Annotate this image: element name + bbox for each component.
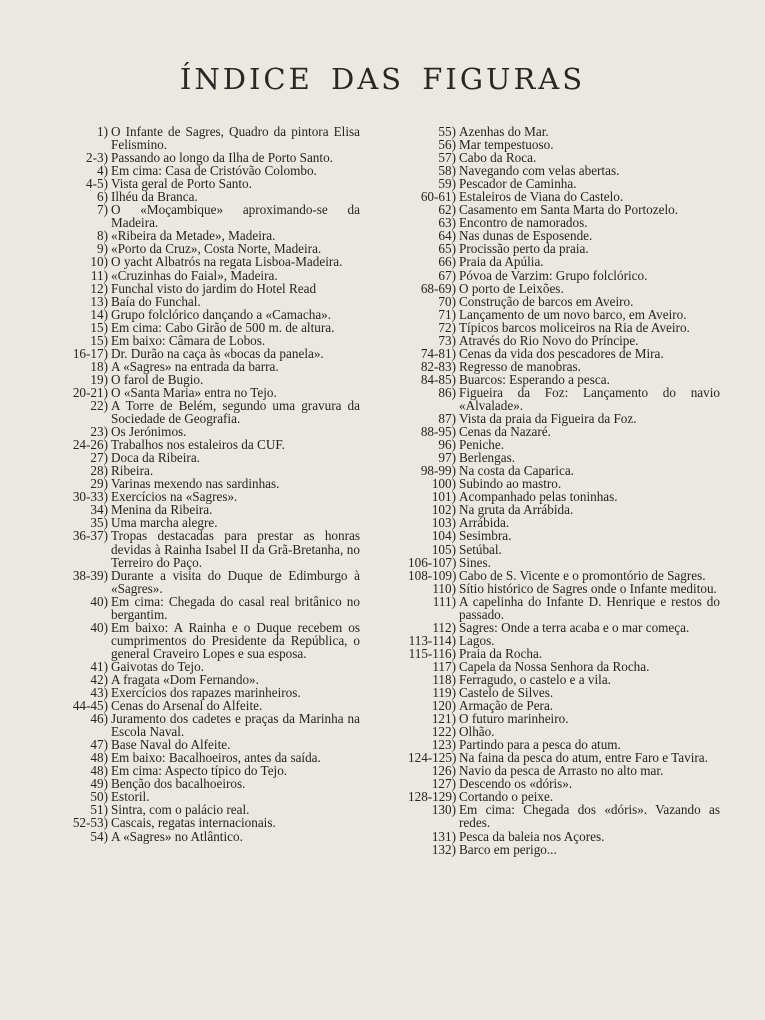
figure-caption: Em cima: Chegada do casal real britânico no bergantim.	[111, 593, 360, 622]
figure-caption: Base Naval do Alfeite.	[111, 737, 231, 753]
figure-number: 28)	[90, 463, 108, 479]
figure-entry	[52, 373, 360, 386]
figure-caption: A «Sagres» no Atlântico.	[111, 828, 243, 844]
figure-caption: O Infante de Sagres, Quadro da pintora Elisa Felismino.	[111, 124, 360, 153]
figure-number: 130)	[431, 802, 456, 818]
figure-number: 97)	[438, 450, 456, 466]
figure-number: 62)	[438, 202, 456, 218]
figure-caption: «Ribeira da Metade», Madeira.	[111, 228, 276, 244]
figure-number: 60-61)	[420, 189, 456, 205]
figure-caption: Navio da pesca de Arrasto no alto mar.	[459, 763, 664, 779]
figure-caption: Sintra, com o palácio real.	[111, 802, 250, 818]
figure-number: 51)	[90, 802, 108, 818]
figure-caption: Olhão.	[459, 724, 495, 740]
figure-number: 1)	[97, 124, 108, 139]
figure-caption: «Cruzinhas do Faial», Madeira.	[111, 267, 278, 283]
figure-caption: A Torre de Belém, segundo uma gravura da Sociedade de Geografia.	[111, 397, 360, 427]
figure-number: 7)	[97, 202, 108, 218]
figure-caption: Peniche.	[459, 437, 505, 453]
figure-entry	[408, 255, 720, 268]
figure-caption: Construção de barcos em Aveiro.	[459, 293, 634, 309]
figure-entry	[52, 203, 360, 229]
figure-caption: Sagres: Onde a terra acaba e o mar começa.	[459, 619, 690, 635]
figure-caption: Na costa da Caparica.	[459, 463, 574, 479]
figure-caption: Em cima: Cabo Girão de 500 m. de altura.	[111, 319, 335, 335]
figure-number: 15)	[90, 332, 108, 348]
figure-entry	[52, 595, 360, 621]
figure-caption: Em baixo: Câmara de Lobos.	[111, 332, 266, 348]
figure-caption: Lagos.	[459, 632, 495, 648]
figure-caption: Sines.	[459, 554, 491, 570]
figure-number: 122)	[431, 724, 456, 740]
figure-number: 10)	[90, 254, 108, 270]
figure-entry	[408, 321, 720, 334]
figure-caption: Trabalhos nos estaleiros da CUF.	[111, 437, 285, 453]
figure-number: 58)	[438, 163, 456, 179]
figure-number: 86)	[438, 384, 456, 400]
figure-caption: Praia da Rocha.	[459, 645, 543, 661]
figure-number: 46)	[90, 711, 108, 727]
figure-caption: Casamento em Santa Marta do Portozelo.	[459, 202, 679, 218]
figure-number: 124-125)	[408, 750, 457, 766]
figure-number: 126)	[431, 763, 456, 779]
figure-entry	[408, 803, 720, 829]
figure-number: 82-83)	[420, 358, 456, 374]
figure-number: 104)	[431, 528, 456, 544]
figure-caption: Praia da Apúlia.	[459, 254, 544, 270]
figure-number: 57)	[438, 150, 456, 166]
figure-number: 18)	[90, 358, 108, 374]
figure-caption: Encontro de namorados.	[459, 215, 588, 231]
figure-number: 14)	[90, 306, 108, 322]
figure-number: 44-45)	[72, 698, 108, 714]
figure-entry	[408, 282, 720, 295]
figure-caption: Exercícios dos rapazes marinheiros.	[111, 685, 301, 701]
figure-caption: Durante a visita do Duque de Edimburgo à «Sagres».	[111, 567, 360, 596]
figure-number: 119)	[432, 685, 456, 701]
figure-number: 123)	[431, 737, 456, 753]
figure-number: 128-129)	[408, 789, 457, 805]
figure-number: 29)	[90, 476, 108, 492]
figure-number: 73)	[438, 332, 456, 348]
figure-number: 102)	[431, 502, 456, 518]
figure-caption: Regresso de manobras.	[459, 358, 581, 374]
figure-number: 48)	[90, 763, 108, 779]
figure-number: 120)	[431, 698, 456, 714]
figure-number: 9)	[97, 241, 108, 257]
figure-number: 100)	[431, 476, 456, 492]
figure-entry	[52, 282, 360, 295]
figure-caption: Pesca da baleia nos Açores.	[459, 828, 605, 844]
figure-number: 71)	[438, 306, 456, 322]
figure-entry	[52, 621, 360, 660]
figure-entry	[408, 830, 720, 843]
figure-caption: Uma marcha alegre.	[111, 515, 218, 531]
figure-caption: Baía do Funchal.	[111, 293, 201, 309]
figure-caption: Funchal visto do jardim do Hotel Read	[111, 280, 317, 296]
figure-caption: Cenas da vida dos pescadores de Mira.	[459, 345, 664, 361]
figure-number: 35)	[90, 515, 108, 531]
figure-caption: O futuro marinheiro.	[459, 711, 569, 727]
figure-caption: Capela da Nossa Senhora da Rocha.	[459, 658, 650, 674]
figure-entry	[52, 347, 360, 360]
figure-number: 55)	[438, 124, 456, 139]
figure-number: 2-3)	[86, 150, 108, 166]
figure-number: 113-114)	[408, 632, 456, 648]
figure-number: 50)	[90, 789, 108, 805]
figure-number: 36-37)	[72, 528, 108, 544]
figure-number: 110)	[432, 580, 456, 596]
figure-entry	[408, 386, 720, 412]
figure-number: 49)	[90, 776, 108, 792]
figure-number: 42)	[90, 671, 108, 687]
figure-caption: Procissão perto da praia.	[459, 241, 589, 257]
figure-entry	[408, 843, 720, 856]
figure-number: 4)	[97, 163, 108, 179]
figure-number: 56)	[438, 137, 456, 153]
page-title: ÍNDICE DAS FIGURAS	[179, 62, 586, 96]
figure-caption: Os Jerónimos.	[111, 424, 187, 440]
figure-number: 12)	[90, 280, 108, 296]
figure-entry	[408, 647, 720, 660]
figure-entry	[52, 399, 360, 425]
figure-number: 43)	[90, 685, 108, 701]
figure-number: 103)	[431, 515, 456, 531]
figure-caption: Cortando o peixe.	[459, 789, 554, 805]
figure-caption: Armação de Pera.	[459, 698, 554, 714]
figure-caption: Benção dos bacalhoeiros.	[111, 776, 246, 792]
figure-list-left	[52, 125, 360, 843]
figure-entry	[52, 816, 360, 829]
figure-caption: Passando ao longo da Ilha de Porto Santo.	[111, 150, 333, 166]
figure-number: 8)	[97, 228, 108, 244]
figure-caption: Cascais, regatas internacionais.	[111, 815, 276, 831]
figure-entry	[408, 373, 720, 386]
figure-caption: Em baixo: A Rainha e o Duque recebem os cumprimentos do Presidente da República, o general Craveiro Lopes e sua esposa.	[111, 619, 360, 661]
figure-entry	[408, 529, 720, 542]
figure-entry	[52, 255, 360, 268]
figure-number: 131)	[431, 828, 456, 844]
figure-caption: Descendo os «dóris».	[459, 776, 573, 792]
figure-caption: O porto de Leixões.	[459, 280, 564, 296]
figure-caption: Buarcos: Esperando a pesca.	[459, 371, 610, 387]
figure-caption: Sesimbra.	[459, 528, 512, 544]
figure-caption: Lançamento de um novo barco, em Aveiro.	[459, 306, 687, 322]
figure-number: 115-116)	[408, 645, 456, 661]
figure-entry	[52, 830, 360, 843]
figure-caption: A capelinha do Infante D. Henrique e restos do passado.	[459, 593, 720, 622]
figure-caption: Através do Rio Novo do Príncipe.	[459, 332, 639, 348]
figure-caption: Em cima: Aspecto típico do Tejo.	[111, 763, 288, 779]
figure-number: 6)	[97, 189, 108, 205]
figure-caption: Cabo da Roca.	[459, 150, 537, 166]
figure-number: 106-107)	[408, 554, 457, 570]
figure-entry	[52, 295, 360, 308]
figure-entry	[408, 556, 720, 569]
figure-entry	[408, 347, 720, 360]
figure-caption: O yacht Albatrós na regata Lisboa-Madeira.	[111, 254, 343, 270]
figure-caption: Estoril.	[111, 789, 150, 805]
figure-number: 15)	[90, 319, 108, 335]
figure-number: 118)	[432, 671, 456, 687]
figure-number: 47)	[90, 737, 108, 753]
figure-caption: «Porto da Cruz», Costa Norte, Madeira.	[111, 241, 322, 257]
figure-number: 48)	[90, 750, 108, 766]
figure-number: 70)	[438, 293, 456, 309]
figure-number: 4-5)	[86, 176, 108, 192]
figure-number: 41)	[90, 658, 108, 674]
figure-entry	[52, 360, 360, 373]
figure-number: 132)	[431, 841, 456, 857]
figure-number: 65)	[438, 241, 456, 257]
figure-caption: Juramento dos cadetes e praças da Marinha na Escola Naval.	[111, 711, 360, 740]
figure-caption: Exercícios na «Sagres».	[111, 489, 238, 505]
figure-entry	[52, 569, 360, 595]
figure-caption: A «Sagres» na entrada da barra.	[111, 358, 279, 374]
figure-number: 87)	[438, 411, 456, 427]
figure-caption: Arrábida.	[459, 515, 510, 531]
figure-entry	[408, 621, 720, 634]
figure-caption: Subindo ao mastro.	[459, 476, 562, 492]
figure-entry	[52, 321, 360, 334]
figure-caption: O «Moçambique» aproximando-se da Madeira.	[111, 202, 360, 231]
figure-entry	[408, 269, 720, 282]
figure-number: 68-69)	[420, 280, 456, 296]
figure-entry	[52, 529, 360, 568]
figure-caption: Pescador de Caminha.	[459, 176, 577, 192]
figure-number: 127)	[431, 776, 456, 792]
figure-number: 34)	[90, 502, 108, 518]
figure-caption: Castelo de Silves.	[459, 685, 554, 701]
figure-caption: Ilhéu da Branca.	[111, 189, 198, 205]
figure-number: 40)	[90, 593, 108, 609]
figure-caption: Em cima: Chegada dos «dóris». Vazando as redes.	[459, 802, 720, 831]
figure-caption: O «Santa Maria» entra no Tejo.	[111, 384, 277, 400]
figure-number: 117)	[432, 658, 456, 674]
figure-entry	[52, 125, 360, 151]
figure-number: 66)	[438, 254, 456, 270]
figure-caption: Cenas da Nazaré.	[459, 424, 551, 440]
figure-entry	[408, 543, 720, 556]
figure-number: 112)	[432, 619, 456, 635]
figure-entry	[52, 660, 360, 673]
figure-caption: Vista geral de Porto Santo.	[111, 176, 252, 192]
figure-caption: Ferragudo, o castelo e a vila.	[459, 671, 611, 687]
figure-number: 30-33)	[72, 489, 108, 505]
figure-number: 27)	[90, 450, 108, 466]
figure-caption: O farol de Bugio.	[111, 371, 204, 387]
figure-caption: Tropas destacadas para prestar as honras devidas à Rainha Isabel II da Grã-Bretanha, no Terreiro do Paço.	[111, 528, 360, 570]
figure-caption: Sítio histórico de Sagres onde o Infante meditou.	[459, 580, 717, 596]
figure-caption: Barco em perigo...	[459, 841, 557, 857]
figure-entry	[408, 360, 720, 373]
figure-number: 13)	[90, 293, 108, 309]
figure-number: 54)	[90, 828, 108, 844]
figure-entry	[52, 308, 360, 321]
figure-number: 67)	[438, 267, 456, 283]
figure-entry	[52, 334, 360, 347]
figure-caption: Acompanhado pelas toninhas.	[459, 489, 618, 505]
figure-caption: Partindo para a pesca do atum.	[459, 737, 621, 753]
figure-number: 24-26)	[72, 437, 108, 453]
figure-number: 121)	[431, 711, 456, 727]
figure-number: 59)	[438, 176, 456, 192]
figure-entry	[408, 334, 720, 347]
figure-number: 88-95)	[420, 424, 456, 440]
figure-caption: Cabo de S. Vicente e o promontório de Sagres.	[459, 567, 706, 583]
figure-caption: Figueira da Foz: Lançamento do navio «Alvalade».	[459, 384, 720, 413]
figure-entry	[408, 308, 720, 321]
figure-number: 74-81)	[420, 345, 456, 361]
figure-caption: Nas dunas de Esposende.	[459, 228, 593, 244]
figure-caption: Mar tempestuoso.	[459, 137, 554, 153]
figure-number: 98-99)	[420, 463, 456, 479]
figure-caption: Doca da Ribeira.	[111, 450, 200, 466]
figure-number: 52-53)	[72, 815, 108, 831]
figure-number: 84-85)	[420, 371, 456, 387]
figure-caption: A fragata «Dom Fernando».	[111, 671, 259, 687]
figure-entry	[408, 295, 720, 308]
figure-entry	[408, 634, 720, 647]
figure-entry	[408, 660, 720, 673]
figure-number: 72)	[438, 319, 456, 335]
figure-entry	[408, 569, 720, 582]
figure-caption: Setúbal.	[459, 541, 502, 557]
figure-caption: Em cima: Casa de Cristóvão Colombo.	[111, 163, 317, 179]
figure-caption: Póvoa de Varzim: Grupo folclórico.	[459, 267, 648, 283]
figure-number: 111)	[432, 593, 456, 609]
figure-number: 22)	[90, 397, 108, 413]
figure-caption: Na faina da pesca do atum, entre Faro e Tavira.	[459, 750, 708, 766]
figure-caption: Vista da praia da Figueira da Foz.	[459, 411, 637, 427]
figure-number: 64)	[438, 228, 456, 244]
figure-caption: Azenhas do Mar.	[459, 124, 549, 139]
figure-caption: Estaleiros de Viana do Castelo.	[459, 189, 624, 205]
figure-number: 20-21)	[72, 384, 108, 400]
figure-caption: Varinas mexendo nas sardinhas.	[111, 476, 280, 492]
figure-number: 23)	[90, 424, 108, 440]
figure-number: 105)	[431, 541, 456, 557]
figure-number: 38-39)	[72, 567, 108, 583]
figure-caption: Na gruta da Arrábida.	[459, 502, 574, 518]
figure-caption: Dr. Durão na caça às «bocas da panela».	[111, 345, 324, 361]
figure-caption: Navegando com velas abertas.	[459, 163, 620, 179]
figure-number: 108-109)	[408, 567, 457, 583]
figure-entry	[52, 269, 360, 282]
figure-caption: Berlengas.	[459, 450, 516, 466]
figure-caption: Grupo folclórico dançando a «Camacha».	[111, 306, 332, 322]
figure-caption: Menina da Ribeira.	[111, 502, 213, 518]
figure-number: 101)	[431, 489, 456, 505]
figure-number: 19)	[90, 371, 108, 387]
figure-caption: Ribeira.	[111, 463, 154, 479]
figure-entry	[408, 595, 720, 621]
figure-number: 16-17)	[72, 345, 108, 361]
figure-caption: Típicos barcos moliceiros na Ria de Aveiro.	[459, 319, 690, 335]
figure-caption: Cenas do Arsenal do Alfeite.	[111, 698, 263, 714]
figure-number: 11)	[90, 267, 108, 283]
figure-entry	[52, 712, 360, 738]
figure-caption: Em baixo: Bacalhoeiros, antes da saída.	[111, 750, 321, 766]
figure-list-right	[408, 125, 720, 856]
figure-number: 63)	[438, 215, 456, 231]
figure-caption: Gaivotas do Tejo.	[111, 658, 204, 674]
figure-number: 40)	[90, 619, 108, 635]
figure-number: 96)	[438, 437, 456, 453]
figure-entry	[408, 582, 720, 595]
